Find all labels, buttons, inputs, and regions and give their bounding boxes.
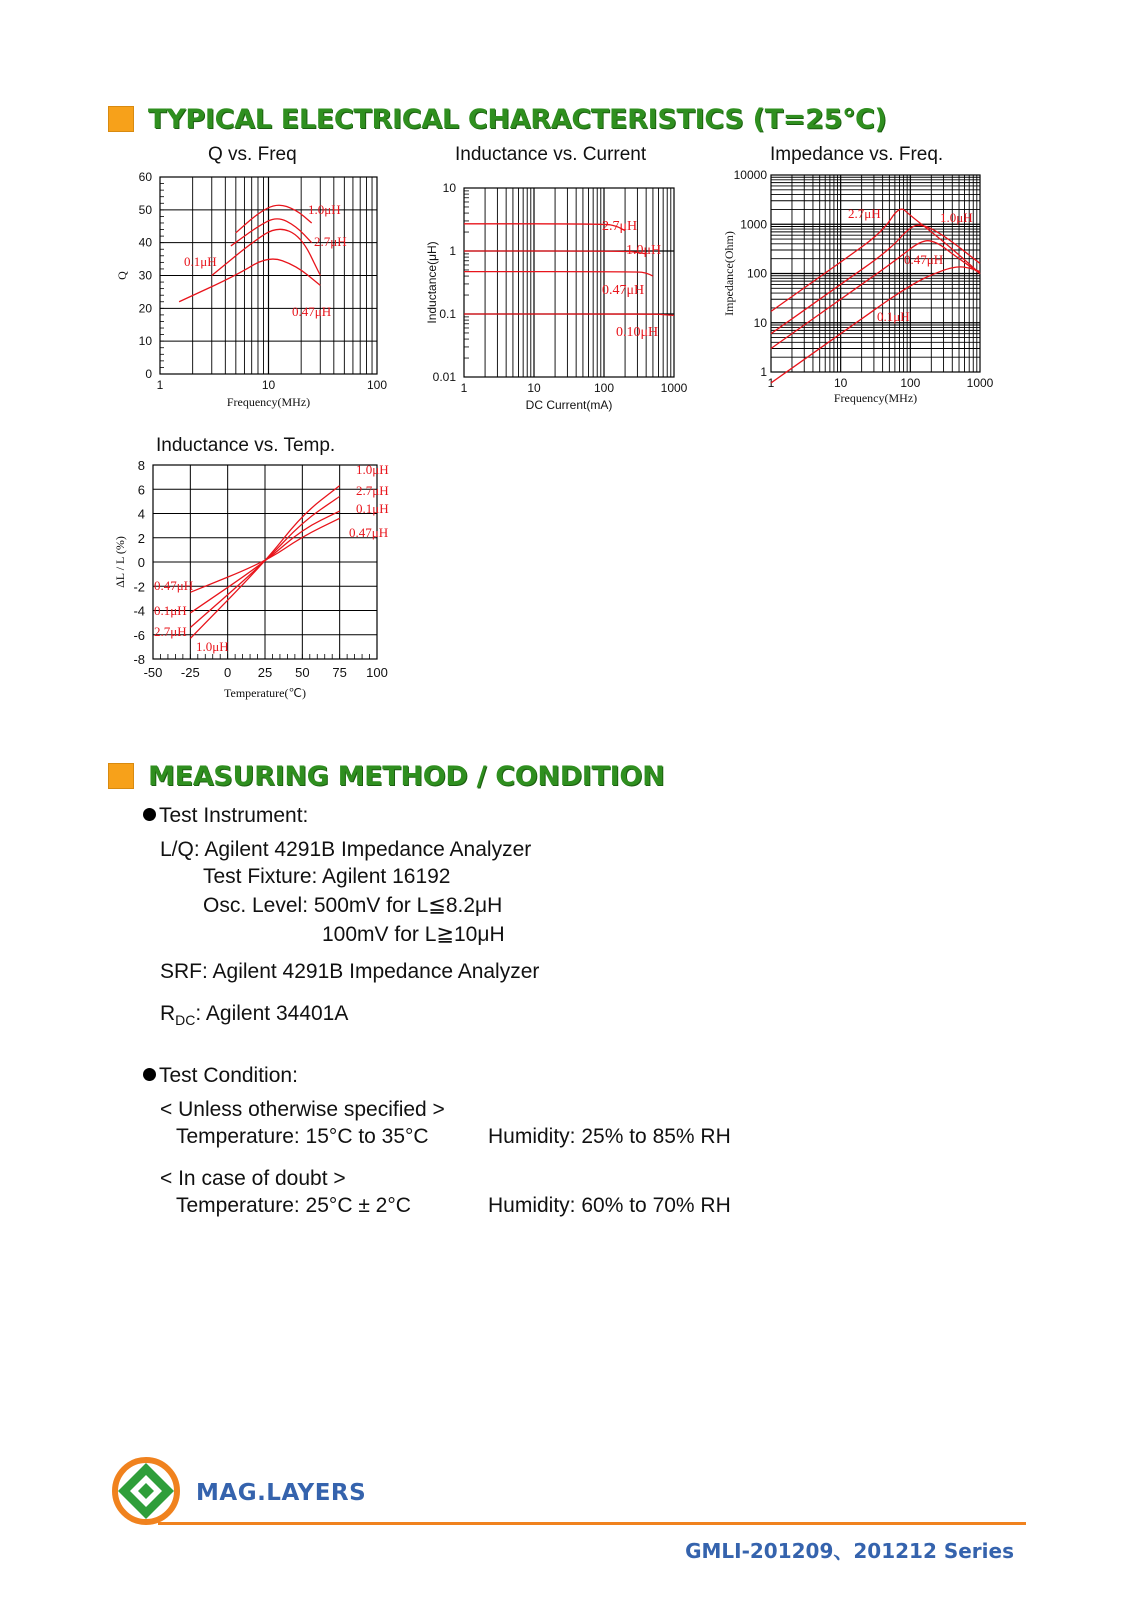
chart-title-impedance: Impedance vs. Freq. <box>770 144 944 165</box>
doubt-line: < In case of doubt > <box>160 1167 346 1190</box>
x-axis-label: Temperature(℃) <box>224 686 306 700</box>
y-axis-label: Q <box>115 271 129 280</box>
series-label: 2.7μH <box>602 219 638 234</box>
x-axis-label: Frequency(MHz) <box>226 395 311 409</box>
series-label: 0.47μH <box>349 525 389 540</box>
footer-divider <box>158 1522 1026 1525</box>
y-tick-label: 1000 <box>740 217 767 232</box>
section-header-measuring <box>108 760 664 792</box>
x-tick-label: 75 <box>332 665 347 680</box>
test-condition-heading: Test Condition: <box>143 1064 298 1088</box>
x-tick-label: 1000 <box>660 381 688 395</box>
y-tick-label: -6 <box>133 627 145 643</box>
series-label: 0.47μH <box>154 578 194 593</box>
y-tick-label: 20 <box>138 301 152 316</box>
imp-curve <box>771 241 980 349</box>
y-axis-label: ΔL / L (%) <box>113 536 127 588</box>
srf-line: SRF: Agilent 4291B Impedance Analyzer <box>160 960 540 983</box>
y-tick-label: 10 <box>442 181 456 195</box>
osc-level-line: Osc. Level: 500mV for L≦8.2μH <box>203 894 503 917</box>
y-tick-label: 100 <box>746 266 767 281</box>
series-label: 2.7μH <box>848 206 881 221</box>
y-tick-label: 10000 <box>733 168 767 182</box>
series-label: 2.7μH <box>356 483 389 498</box>
x-axis-label: DC Current(mA) <box>525 398 613 412</box>
bullet-icon <box>143 808 156 821</box>
series-label: 0.47μH <box>292 304 332 319</box>
y-tick-label: 10 <box>138 334 152 349</box>
y-tick-label: -2 <box>133 579 145 595</box>
y-tick-label: 0 <box>137 555 145 570</box>
humidity-normal: Humidity: 25% to 85% RH <box>488 1125 731 1148</box>
humidity-doubt: Humidity: 60% to 70% RH <box>488 1194 731 1217</box>
x-tick-label: 100 <box>366 378 388 392</box>
series-label: 1.0μH <box>196 639 229 654</box>
x-tick-label: 0 <box>224 665 232 680</box>
temperature-doubt: Temperature: 25°C ± 2°C <box>176 1194 411 1217</box>
series-name: GMLI-201209、201212 Series <box>685 1539 1014 1563</box>
y-tick-label: 8 <box>137 458 145 473</box>
lq-line: L/Q: Agilent 4291B Impedance Analyzer <box>160 838 532 861</box>
series-label: 0.1μH <box>877 309 910 324</box>
y-tick-label: 0.01 <box>432 370 456 384</box>
orange-square-icon <box>108 763 134 789</box>
y-tick-label: 60 <box>138 170 152 184</box>
y-tick-label: 0 <box>145 367 152 381</box>
y-tick-label: -4 <box>133 603 145 619</box>
charts-canvas <box>0 0 1132 720</box>
y-axis-label: Impedance(Ohm) <box>722 231 736 316</box>
fixture-line: Test Fixture: Agilent 16192 <box>203 865 451 888</box>
section-title: TYPICAL ELECTRICAL CHARACTERISTICS (T=25℃) <box>148 103 887 135</box>
x-tick-label: 10 <box>527 381 541 395</box>
y-tick-label: 1 <box>760 365 767 379</box>
y-tick-label: 1 <box>449 244 456 258</box>
series-label: 2.7μH <box>154 624 187 639</box>
series-label: 0.10μH <box>616 325 659 340</box>
series-label: 0.1μH <box>356 501 389 516</box>
series-label: 1.0μH <box>940 210 973 225</box>
test-instrument-heading: Test Instrument: <box>143 804 308 828</box>
x-axis-label: Frequency(MHz) <box>833 391 918 405</box>
imp-curve <box>771 225 980 333</box>
series-label: 2.7μH <box>314 234 347 249</box>
y-tick-label: -8 <box>133 652 145 667</box>
ind-curve <box>464 272 653 276</box>
y-tick-label: 6 <box>137 482 145 498</box>
chart-title-temp: Inductance vs. Temp. <box>156 435 336 456</box>
section-title: MEASURING METHOD / CONDITION <box>148 760 665 792</box>
q-curve <box>212 229 321 275</box>
y-tick-label: 50 <box>138 202 152 217</box>
x-tick-label: 1 <box>460 381 468 395</box>
x-tick-label: 1000 <box>966 376 994 390</box>
y-tick-label: 2 <box>137 530 145 546</box>
q-curve <box>231 219 312 246</box>
y-tick-label: 40 <box>138 235 152 250</box>
y-tick-label: 4 <box>137 506 145 522</box>
series-label: 0.1μH <box>184 254 217 269</box>
series-label: 0.1μH <box>154 603 187 618</box>
brand-name: MAG.LAYERS <box>196 1480 367 1506</box>
rdc-line: $R_{DC}$: Agilent 34401A <box>160 1002 349 1029</box>
x-tick-label: 100 <box>900 376 921 390</box>
chart-title-q: Q vs. Freq <box>208 144 297 165</box>
y-tick-label: 10 <box>753 315 767 330</box>
x-tick-label: 100 <box>366 665 388 680</box>
y-tick-label: 0.1 <box>439 307 456 321</box>
series-label: 1.0μH <box>308 202 341 217</box>
series-label: 1.0μH <box>356 462 389 477</box>
chart-title-ind-current: Inductance vs. Current <box>455 144 647 165</box>
x-tick-label: 100 <box>593 381 615 395</box>
x-tick-label: 50 <box>295 665 310 680</box>
x-tick-label: -50 <box>143 665 163 680</box>
bullet-icon <box>143 1068 156 1081</box>
x-tick-label: 25 <box>257 665 273 680</box>
x-tick-label: 1 <box>767 376 775 390</box>
x-tick-label: 10 <box>261 378 276 392</box>
y-tick-label: 30 <box>138 268 152 283</box>
series-label: 0.47μH <box>602 283 645 298</box>
x-tick-label: -25 <box>180 665 200 680</box>
temperature-normal: Temperature: 15°C to 35°C <box>176 1125 429 1148</box>
x-tick-label: 10 <box>833 376 848 390</box>
y-axis-label: Inductance(μH) <box>425 241 439 324</box>
series-label: 1.0μH <box>626 243 662 258</box>
osc-level-line-2: 100mV for L≧10μH <box>322 923 505 946</box>
ind-curve <box>464 314 674 315</box>
series-label: 0.47μH <box>904 252 944 267</box>
unless-line: < Unless otherwise specified > <box>160 1098 445 1121</box>
x-tick-label: 1 <box>156 378 164 392</box>
